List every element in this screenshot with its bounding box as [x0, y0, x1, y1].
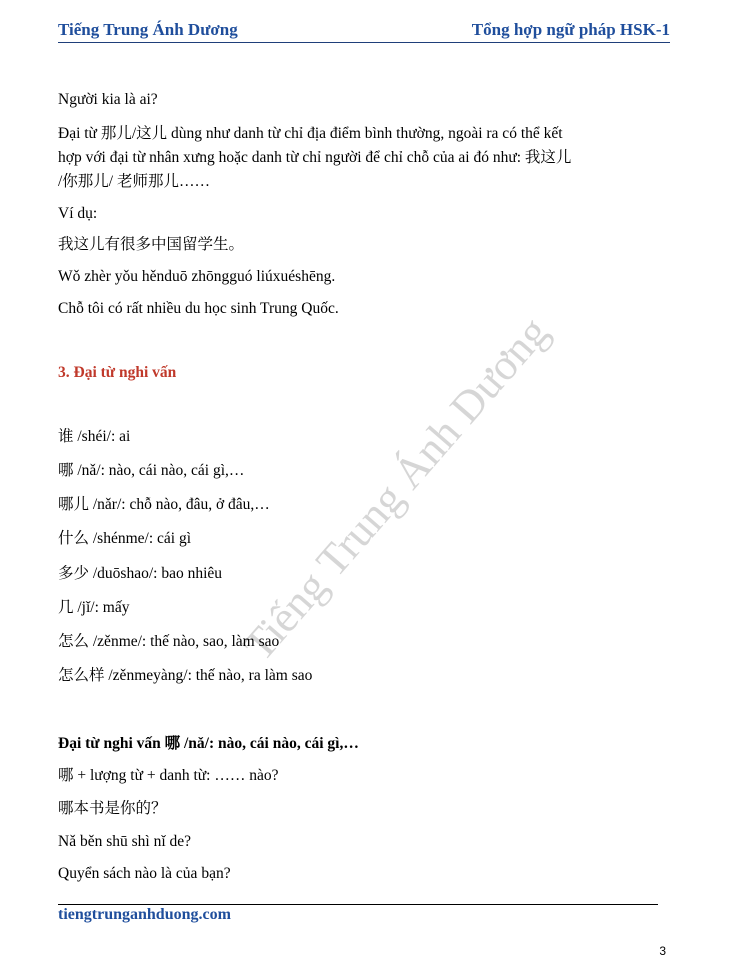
text-line: /你那儿/ 老师那儿…… [58, 173, 210, 190]
header-left-title: Tiếng Trung Ánh Dương [58, 20, 238, 39]
list-item: 谁 /shéi/: ai [58, 428, 131, 445]
list-item: 几 /jǐ/: mấy [58, 599, 130, 616]
text-line: Wǒ zhèr yǒu hěnduō zhōngguó liúxuéshēng. [58, 268, 336, 285]
footer-website: tiengtrunganhduong.com [58, 906, 231, 923]
text-line: 哪本书是你的？ [58, 800, 167, 817]
text-line: 我这儿有很多中国留学生。 [58, 236, 245, 253]
text-line: Người kia là ai? [58, 91, 158, 108]
list-item: 多少 /duōshao/: bao nhiêu [58, 565, 223, 582]
list-item: 哪 /nǎ/: nào, cái nào, cái gì,… [58, 462, 245, 479]
page-number: 3 [659, 944, 666, 958]
text-line: Đại từ 那儿/这儿 dùng như danh từ chỉ địa điểm bình thường, ngoài ra có thể kết [58, 125, 563, 142]
page-header [58, 20, 670, 43]
sub-heading: Đại từ nghi vấn 哪 /nǎ/: nào, cái nào, cái gì,… [58, 735, 359, 752]
footer-divider [58, 904, 658, 905]
text-line: Quyển sách nào là của bạn? [58, 865, 231, 882]
header-right-title: Tổng hợp ngữ pháp HSK-1 [471, 20, 670, 39]
list-item: 怎么 /zěnme/: thế nào, sao, làm sao [58, 633, 280, 650]
text-line: Nǎ běn shū shì nǐ de? [58, 833, 192, 850]
list-item: 什么 /shénme/: cái gì [58, 530, 192, 547]
text-line: hợp với đại từ nhân xưng hoặc danh từ chỉ người để chỉ chỗ của ai đó như: 我这儿 [58, 149, 572, 166]
list-item: 哪儿 /nǎr/: chỗ nào, đâu, ở đâu,… [58, 496, 270, 513]
text-line: Chỗ tôi có rất nhiều du học sinh Trung Quốc. [58, 300, 339, 317]
section-heading: 3. Đại từ nghi vấn [58, 364, 177, 381]
watermark: Tiếng Trung Ánh Dương [233, 307, 559, 671]
list-item: 怎么样 /zěnmeyàng/: thế nào, ra làm sao [58, 667, 313, 684]
text-line: 哪 + lượng từ + danh từ: …… nào? [58, 767, 279, 784]
text-line: Ví dụ: [58, 205, 98, 222]
